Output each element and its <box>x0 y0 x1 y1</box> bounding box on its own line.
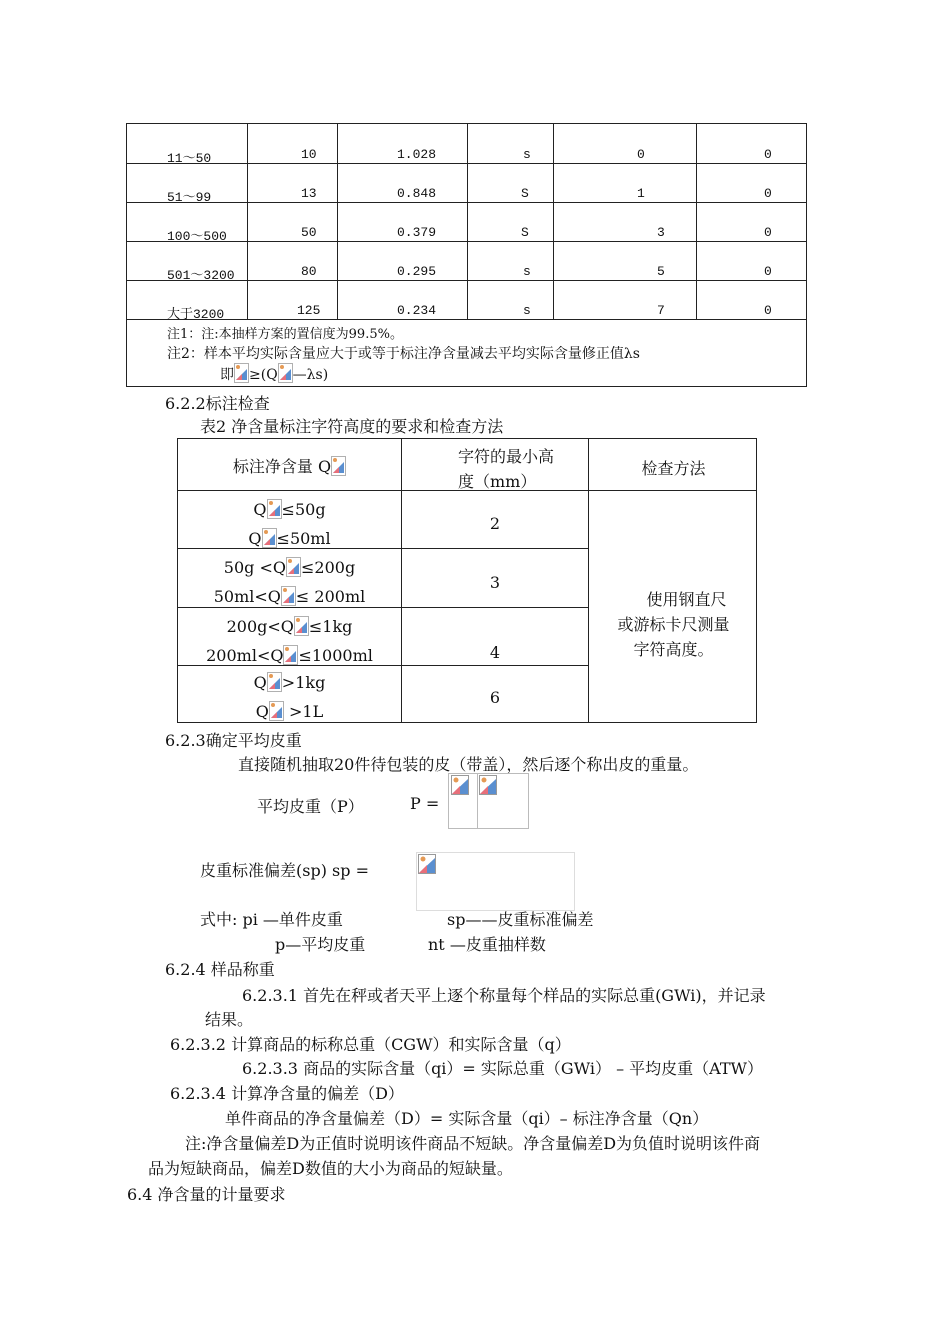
table-cell-ac: 1 <box>637 186 645 201</box>
cell-text: >1L <box>283 702 324 721</box>
cell-text: 50ml<Q <box>213 587 281 606</box>
cell-text: Q <box>255 702 269 721</box>
table-cell-s: S <box>521 225 529 240</box>
formula-image-icon <box>331 456 346 476</box>
table-cell-lambda: 0.234 <box>397 303 437 318</box>
where-line-2b: nt —皮重抽样数 <box>428 935 546 954</box>
cell-height-value: 3 <box>489 573 501 592</box>
deviation-formula: 单件商品的净含量偏差（D）= 实际含量（qi）– 标注净含量（Qn） <box>225 1109 709 1128</box>
formula-image-icon <box>286 557 301 577</box>
table-cell-re: 0 <box>764 147 772 162</box>
method-line: 字符高度。 <box>633 640 714 659</box>
method-line: 使用钢直尺 <box>646 590 727 609</box>
avg-tare-equals: P = <box>410 794 440 813</box>
cell-text: 200ml<Q <box>206 646 284 665</box>
table-cell-re: 0 <box>764 303 772 318</box>
cell-check-method <box>589 587 758 662</box>
table-cell-lot: 51～99 <box>167 190 212 205</box>
note-mid: ≥(Q <box>249 367 278 383</box>
table-cell-s: S <box>521 186 529 201</box>
row-divider <box>127 163 806 164</box>
formula-image-icon <box>418 854 433 874</box>
cell-text: Q <box>253 673 267 692</box>
table-cell-ac: 7 <box>657 303 665 318</box>
cell-height-value: 6 <box>489 688 501 707</box>
section-heading-6-2-2: 6.2.2标注检查 <box>165 394 270 413</box>
cell-text: ≤200g <box>301 558 356 577</box>
step-6-2-3-2: 6.2.3.2 计算商品的标称总重（CGW）和实际含量（q） <box>170 1035 571 1054</box>
note-suffix: —λs) <box>292 367 329 383</box>
table2-caption: 表2 净含量标注字符高度的要求和检查方法 <box>200 417 504 436</box>
row-divider <box>127 241 806 242</box>
table-cell-n: 125 <box>297 303 321 318</box>
table-note-3 <box>220 363 328 384</box>
column-divider <box>553 124 554 319</box>
header-cell-method: 检查方法 <box>641 459 706 478</box>
table-cell-re: 0 <box>764 264 772 279</box>
table-cell-lambda: 1.028 <box>397 147 437 162</box>
column-divider <box>247 124 248 319</box>
table-cell-n: 80 <box>301 264 317 279</box>
table-cell-n: 13 <box>301 186 317 201</box>
cell-text: >1kg <box>281 673 326 692</box>
note-line-1: 注:净含量偏差D为正值时说明该件商品不短缺。净含量偏差D为负值时说明该件商 <box>185 1134 761 1153</box>
cell-height-value: 4 <box>489 643 501 662</box>
table-row <box>178 553 401 611</box>
column-divider <box>337 124 338 319</box>
cell-text: ≤50g <box>281 500 326 519</box>
table2-char-height <box>177 438 757 723</box>
table-cell-lot: 100～500 <box>167 229 227 244</box>
avg-tare-label: 平均皮重（P） <box>257 797 364 816</box>
section-heading-6-2-4: 6.2.4 样品称重 <box>165 960 275 979</box>
method-line: 或游标卡尺测量 <box>617 615 730 634</box>
table-cell-lambda: 0.295 <box>397 264 437 279</box>
formula-image-icon <box>269 701 284 721</box>
header-label: 标注净含量 Q <box>232 457 332 476</box>
formula-image-icon <box>281 586 296 606</box>
formula-image-icon <box>451 775 466 795</box>
cell-text: ≤1000ml <box>298 646 373 665</box>
table-cell-ac: 0 <box>637 147 645 162</box>
avg-tare-formula <box>448 773 529 829</box>
paragraph-tare: 直接随机抽取20件待包装的皮（带盖），然后逐个称出皮的重量。 <box>238 755 699 774</box>
formula-image-icon <box>283 645 298 665</box>
sd-label: 皮重标准偏差(sp) sp = <box>200 861 369 880</box>
header-cell-net-content <box>178 454 401 477</box>
cell-height-value: 2 <box>489 514 501 533</box>
table-cell-re: 0 <box>764 225 772 240</box>
table-cell-ac: 3 <box>657 225 665 240</box>
table-cell-lot: 11～50 <box>167 151 212 166</box>
step-6-2-3-3: 6.2.3.3 商品的实际含量（qi）= 实际总重（GWi） – 平均皮重（ATW） <box>242 1059 763 1078</box>
cell-text: 50g <Q <box>223 558 287 577</box>
column-divider <box>467 124 468 319</box>
cell-text: ≤ 200ml <box>295 587 366 606</box>
table-cell-n: 50 <box>301 225 317 240</box>
section-heading-6-2-3: 6.2.3确定平均皮重 <box>165 731 302 750</box>
cell-text: ≤50ml <box>276 529 331 548</box>
table-cell-ac: 5 <box>657 264 665 279</box>
step-6-2-3-1-cont: 结果。 <box>205 1010 254 1029</box>
formula-divider <box>477 774 478 828</box>
table-cell-lambda: 0.379 <box>397 225 437 240</box>
header-cell-min-height <box>402 444 588 492</box>
column-divider <box>696 124 697 319</box>
formula-image-icon <box>479 775 494 795</box>
formula-image-icon <box>294 616 309 636</box>
step-6-2-3-1: 6.2.3.1 首先在秤或者天平上逐个称量每个样品的实际总重(GWi)，并记录 <box>242 986 766 1005</box>
formula-image-icon <box>234 363 249 383</box>
table-cell-s: s <box>523 147 531 162</box>
formula-image-icon <box>278 363 293 383</box>
table-row <box>178 612 401 670</box>
sampling-plan-table <box>126 123 807 387</box>
where-line-2a: p—平均皮重 <box>275 935 366 954</box>
row-divider <box>127 202 806 203</box>
table-note-1: 注1：注:本抽样方案的置信度为99.5%。 <box>167 327 403 342</box>
table-row <box>178 668 401 726</box>
cell-text: Q <box>248 529 262 548</box>
table-cell-s: s <box>523 264 531 279</box>
note-line-2: 品为短缺商品，偏差D数值的大小为商品的短缺量。 <box>148 1159 513 1178</box>
table-note-2: 注2：样本平均实际含量应大于或等于标注净含量减去平均实际含量修正值λs <box>167 346 640 362</box>
cell-text: ≤1kg <box>308 617 353 636</box>
cell-text: 200g<Q <box>226 617 294 636</box>
header-label-line: 字符的最小高 <box>458 447 555 466</box>
where-line-1a: 式中: pi —单件皮重 <box>200 910 343 929</box>
note-prefix: 即 <box>220 367 234 383</box>
table-cell-n: 10 <box>301 147 317 162</box>
section-heading-6-4: 6.4 净含量的计量要求 <box>127 1185 286 1204</box>
sd-formula <box>416 852 575 911</box>
table-cell-re: 0 <box>764 186 772 201</box>
where-line-1b: sp——皮重标准偏差 <box>447 910 594 929</box>
column-divider <box>588 439 589 722</box>
row-divider <box>127 319 806 320</box>
table-row <box>178 495 401 553</box>
table-cell-lot: 大于3200 <box>167 307 225 322</box>
cell-text: Q <box>253 500 267 519</box>
formula-image-icon <box>267 499 282 519</box>
table-cell-lot: 501～3200 <box>167 268 235 283</box>
table-cell-lambda: 0.848 <box>397 186 437 201</box>
step-6-2-3-4: 6.2.3.4 计算净含量的偏差（D） <box>170 1084 404 1103</box>
formula-image-icon <box>262 528 277 548</box>
table-cell-s: s <box>523 303 531 318</box>
formula-image-icon <box>267 672 282 692</box>
header-label-line: 度（mm） <box>458 472 537 491</box>
